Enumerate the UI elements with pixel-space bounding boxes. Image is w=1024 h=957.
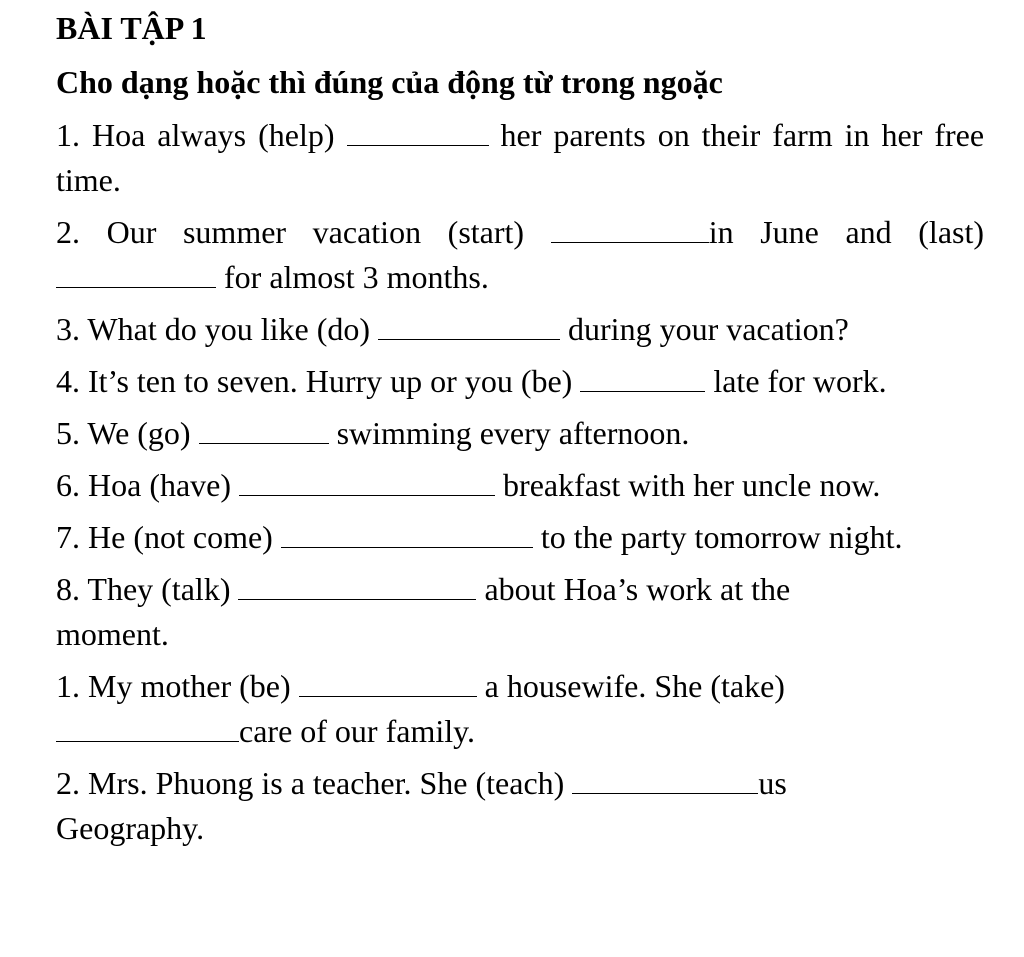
item-text: during your vacation? <box>568 311 849 347</box>
item-text: swimming every afternoon. <box>336 415 690 451</box>
answer-blank[interactable] <box>347 123 489 146</box>
exercise-item-3 <box>56 307 984 352</box>
exercise-item-7 <box>56 515 984 560</box>
item-number: 4. <box>56 363 80 399</box>
item-text: Our summer vacation (start) <box>106 214 525 250</box>
answer-blank[interactable] <box>580 369 705 392</box>
item-text: Geography. <box>56 810 205 846</box>
worksheet <box>56 8 984 851</box>
item-number: 8. <box>56 571 80 607</box>
item-text: care of our family. <box>239 713 476 749</box>
item-text: moment. <box>56 616 169 652</box>
worksheet-title: BÀI TẬP 1 <box>56 10 207 46</box>
item-text: They (talk) <box>87 571 231 607</box>
item-number: 3. <box>56 311 80 347</box>
exercise-item-6 <box>56 463 984 508</box>
exercise-item-8 <box>56 567 984 657</box>
item-text: her parents on their farm in her free time. <box>56 117 985 198</box>
exercise-item-1 <box>56 113 984 203</box>
item-number: 6. <box>56 467 80 503</box>
exercise-item-9 <box>56 664 984 754</box>
item-text: us <box>758 765 787 801</box>
instruction-heading: Cho dạng hoặc thì đúng của động từ trong ngoặc <box>56 64 723 100</box>
item-number: 5. <box>56 415 80 451</box>
item-text: We (go) <box>87 415 191 451</box>
item-text: for almost 3 months. <box>224 259 489 295</box>
item-number: 1. <box>56 117 80 153</box>
item-text: in June and (last) <box>708 214 985 250</box>
item-text: breakfast with her uncle now. <box>503 467 881 503</box>
item-text: Mrs. Phuong is a teacher. She (teach) <box>88 765 565 801</box>
answer-blank[interactable] <box>56 265 216 288</box>
item-number: 1. <box>56 668 80 704</box>
item-text: to the party tomorrow night. <box>540 519 903 555</box>
answer-blank[interactable] <box>572 771 758 794</box>
answer-blank[interactable] <box>56 719 239 742</box>
item-number: 7. <box>56 519 80 555</box>
item-text: It’s ten to seven. Hurry up or you (be) <box>88 363 573 399</box>
item-text: Hoa (have) <box>88 467 232 503</box>
exercise-item-10 <box>56 761 984 851</box>
answer-blank[interactable] <box>281 525 533 548</box>
exercise-item-2 <box>56 210 984 300</box>
item-text: Hoa always (help) <box>91 117 335 153</box>
item-text: late for work. <box>713 363 887 399</box>
item-text: about Hoa’s work at the <box>484 571 791 607</box>
answer-blank[interactable] <box>239 473 495 496</box>
item-number: 2. <box>56 214 80 250</box>
answer-blank[interactable] <box>551 220 709 243</box>
answer-blank[interactable] <box>199 421 329 444</box>
item-text: He (not come) <box>88 519 273 555</box>
item-text: What do you like (do) <box>87 311 371 347</box>
answer-blank[interactable] <box>238 577 476 600</box>
exercise-item-5 <box>56 411 984 456</box>
answer-blank[interactable] <box>378 317 560 340</box>
item-text: a housewife. She (take) <box>484 668 785 704</box>
answer-blank[interactable] <box>299 674 477 697</box>
item-text: My mother (be) <box>88 668 291 704</box>
item-number: 2. <box>56 765 80 801</box>
exercise-item-4 <box>56 359 984 404</box>
